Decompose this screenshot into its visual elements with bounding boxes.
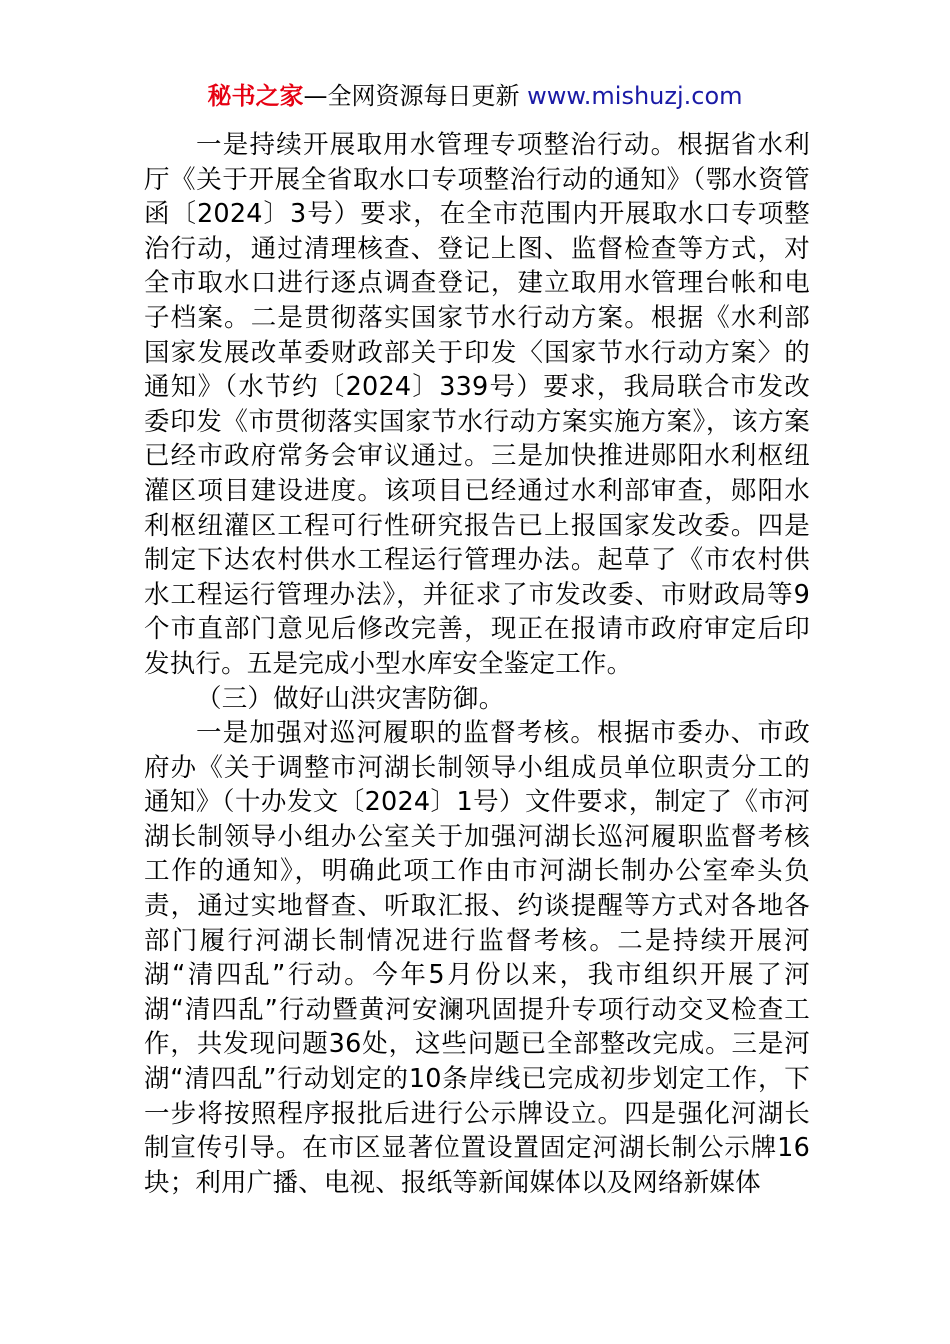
site-brand: 秘书之家 bbox=[207, 82, 304, 110]
site-header bbox=[0, 80, 950, 112]
section-heading-flood-prevention: （三）做好山洪灾害防御。 bbox=[196, 683, 505, 714]
paragraph-river-lake-supervision: 一是加强对巡河履职的监督考核。根据市委办、市政府办《关于调整市河湖长制领导小组成员单位职责分工的通知》（十办发文〔2024〕1号）文件要求，制定了《市河湖长制领导小组办公室关于加强河湖长巡河履职监督考核工作的通知》，明确此项工作由市河湖长制办公室牵头负责，通过实地督查、听取汇报、约谈提醒等方式对各地各部门履行河湖长制情况进行监督考核。二是持续开展河湖“清四乱”行动。今年5月份以来，我市组织开展了河湖“清四乱”行动暨黄河安澜巩固提升专项行动交叉检查工作，共发现问题36处，这些问题已全部整改完成。三是河湖“清四乱”行动划定的10条岸线已完成初步划定工作，下一步将按照程序报批后进行公示牌设立。四是强化河湖长制宣传引导。在市区显著位置设置固定河湖长制公示牌16块；利用广播、电视、报纸等新闻媒体以及网络新媒体 bbox=[144, 718, 810, 1198]
document-body bbox=[144, 128, 810, 1200]
site-tagline: —全网资源每日更新 bbox=[303, 82, 520, 110]
paragraph-water-management: 一是持续开展取用水管理专项整治行动。根据省水利厅《关于开展全省取水口专项整治行动的通知》（鄂水资管函〔2024〕3号）要求，在全市范围内开展取水口专项整治行动，通过清理核查、登记上图、监督检查等方式，对全市取水口进行逐点调查登记，建立取用水管理台帐和电子档案。二是贯彻落实国家节水行动方案。根据《水利部国家发展改革委财政部关于印发〈国家节水行动方案〉的通知》（水节约〔2024〕339号）要求，我局联合市发改委印发《市贯彻落实国家节水行动方案实施方案》，该方案已经市政府常务会审议通过。三是加快推进郧阳水利枢纽灌区项目建设进度。该项目已经通过水利部审查，郧阳水利枢纽灌区工程可行性研究报告已上报国家发改委。四是制定下达农村供水工程运行管理办法。起草了《市农村供水工程运行管理办法》，并征求了市发改委、市财政局等9个市直部门意见后修改完善，现正在报请市政府审定后印发执行。五是完成小型水库安全鉴定工作。 bbox=[144, 130, 810, 679]
site-url-link[interactable]: www.mishuzj.com bbox=[527, 82, 743, 110]
